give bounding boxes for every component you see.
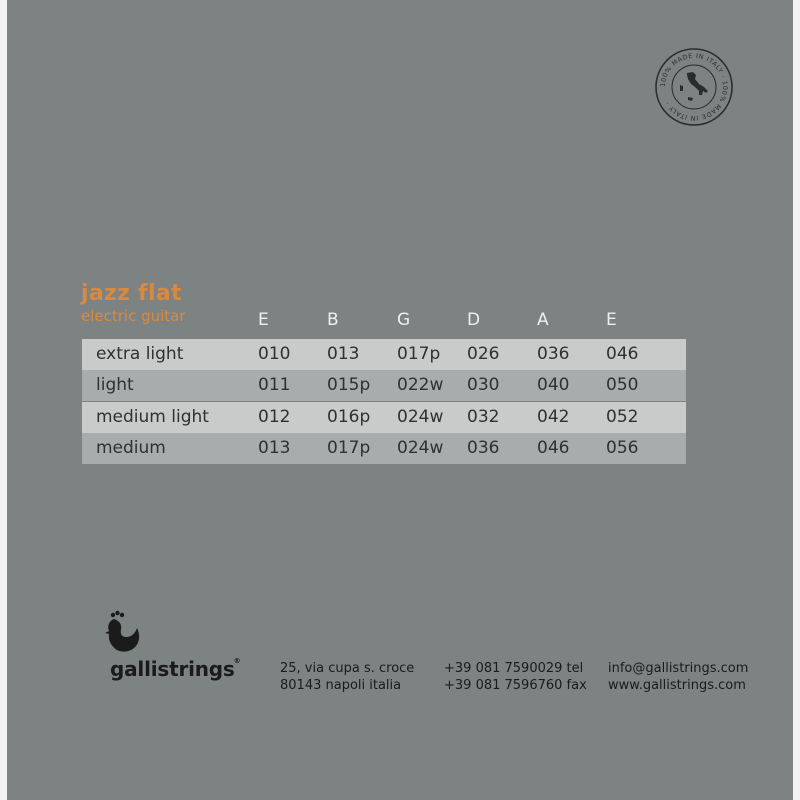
product-type: electric guitar [81, 307, 186, 325]
gauge-value: 042 [537, 407, 570, 427]
gauge-value: 013 [327, 344, 360, 364]
address-line: 25, via cupa s. croce [280, 661, 415, 676]
gauge-value: 026 [467, 344, 500, 364]
gauge-value: 022w [397, 375, 444, 395]
gauge-value: 017p [327, 438, 371, 458]
gauge-value: 046 [606, 344, 639, 364]
gauge-set-name: extra light [96, 344, 184, 364]
gauge-set-name: medium light [96, 407, 209, 427]
gauge-set-name: medium [96, 438, 166, 458]
telephone: +39 081 7590029 tel [444, 661, 584, 676]
gauge-value: 017p [397, 344, 441, 364]
made-in-italy-seal-icon [654, 47, 734, 127]
product-heading [81, 282, 186, 325]
table-row [82, 370, 686, 401]
svg-text:100% MADE IN ITALY · 100% MADE [659, 52, 729, 122]
gauge-value: 010 [258, 344, 291, 364]
column-header-e-low: E [606, 310, 617, 330]
website: www.gallistrings.com [608, 678, 746, 693]
column-header-a: A [537, 310, 549, 330]
column-header-d: D [467, 310, 481, 330]
registered-mark: ® [233, 657, 241, 665]
gauge-value: 030 [467, 375, 500, 395]
address-block [280, 660, 414, 694]
brand-name: gallistrings [110, 657, 235, 681]
gauge-set-name: light [96, 375, 134, 395]
product-name: jazz flat [81, 281, 182, 306]
gauge-value: 040 [537, 375, 570, 395]
gauge-value: 052 [606, 407, 639, 427]
table-row [82, 339, 686, 370]
gauge-value: 036 [537, 344, 570, 364]
gauge-value: 032 [467, 407, 500, 427]
gauge-value: 012 [258, 407, 291, 427]
column-header-g: G [397, 310, 411, 330]
gauge-value: 024w [397, 407, 444, 427]
gauge-value: 013 [258, 438, 291, 458]
gauge-value: 016p [327, 407, 371, 427]
column-header-b: B [327, 310, 339, 330]
gauge-value: 011 [258, 375, 291, 395]
gauge-value: 015p [327, 375, 371, 395]
gauge-value: 036 [467, 438, 500, 458]
column-header-e-high: E [258, 310, 269, 330]
fax: +39 081 7596760 fax [444, 678, 587, 693]
gauge-value: 046 [537, 438, 570, 458]
web-block [608, 660, 748, 694]
gauge-value: 050 [606, 375, 639, 395]
packaging-panel [7, 0, 793, 800]
table-row [82, 433, 686, 464]
address-line: 80143 napoli italia [280, 678, 402, 693]
gauge-value: 056 [606, 438, 639, 458]
email: info@gallistrings.com [608, 661, 749, 676]
seal-text: 100% MADE IN ITALY · 100% MADE IN ITALY · [658, 51, 730, 123]
phone-block [444, 660, 587, 694]
gauge-value: 024w [397, 438, 444, 458]
table-row [82, 402, 686, 433]
rooster-logo-icon [99, 610, 143, 658]
brand-wordmark [110, 657, 240, 681]
